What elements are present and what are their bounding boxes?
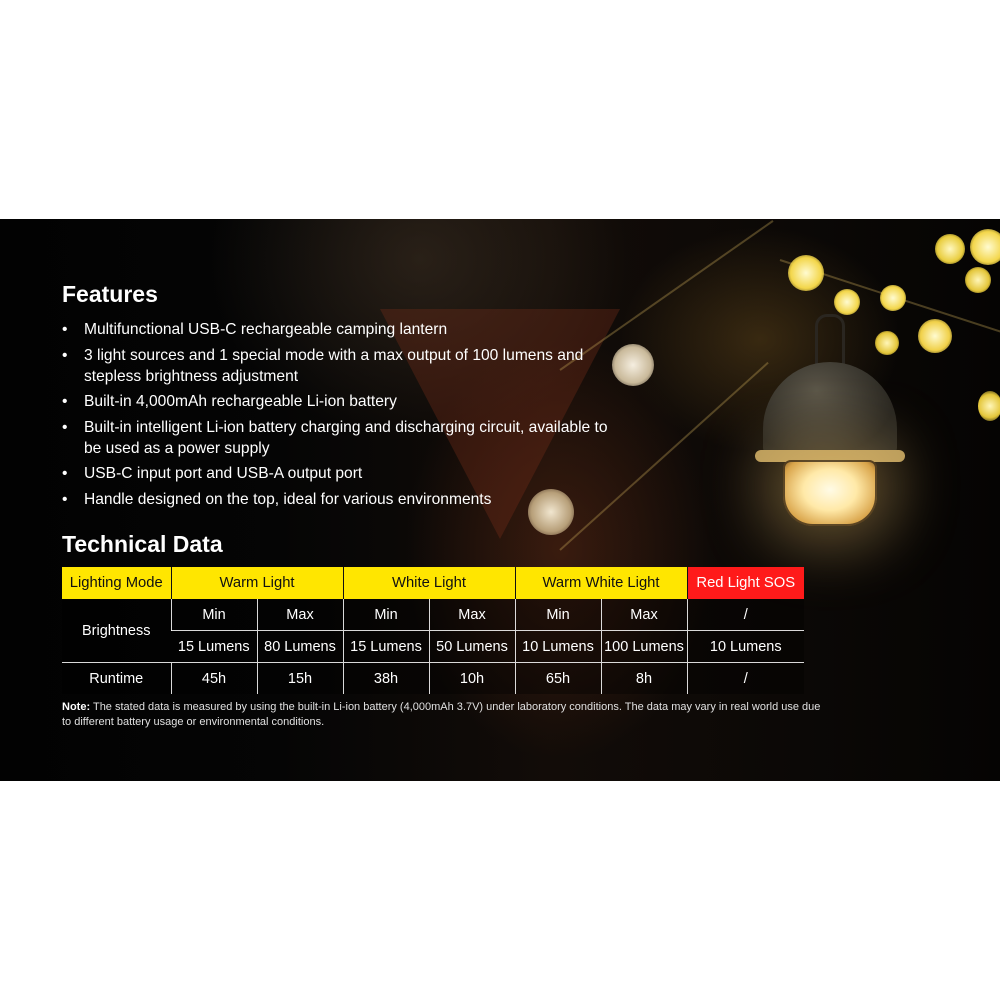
max-label: Max: [601, 599, 687, 631]
header-white-light: White Light: [343, 567, 515, 599]
list-item: • Handle designed on the top, ideal for various environments: [62, 490, 492, 508]
note-text: The stated data is measured by using the built-in Li-ion battery (4,000mAh 3.7V) under laboratory conditions. The data may vary in real world use due to different battery usage or environmental conditions.: [62, 701, 821, 728]
table-row: [62, 663, 804, 695]
min-label: Min: [515, 599, 601, 631]
footnote: [62, 700, 822, 730]
list-item: • Multifunctional USB-C rechargeable camping lantern: [62, 321, 448, 338]
table-row: [62, 599, 804, 631]
bullet-icon: •: [62, 418, 68, 436]
sos-minmax-slash: /: [687, 599, 804, 631]
min-label: Min: [343, 599, 429, 631]
table-header-row: [62, 567, 804, 599]
lantern-image: [755, 314, 905, 544]
product-banner: [0, 219, 1000, 781]
note-label: Note:: [62, 701, 91, 713]
runtime-value: 15h: [257, 663, 343, 695]
lumens-value: 50 Lumens: [429, 631, 515, 663]
bullet-icon: •: [62, 465, 68, 482]
list-item: • 3 light sources and 1 special mode with a max output of 100 lumens and stepless brightness adjustment: [62, 346, 584, 385]
min-label: Min: [171, 599, 257, 631]
header-red-light-sos: Red Light SOS: [687, 567, 804, 599]
max-label: Max: [429, 599, 515, 631]
runtime-label: Runtime: [89, 670, 144, 687]
string-bulb: [834, 289, 860, 315]
string-bulb: [978, 391, 1000, 421]
header-lighting-mode: Lighting Mode: [62, 567, 171, 599]
features-list: [62, 319, 622, 514]
lumens-value: 15 Lumens: [343, 631, 429, 663]
runtime-value: /: [687, 663, 804, 695]
features-title: Features: [62, 281, 158, 307]
technical-data-title: Technical Data: [62, 531, 223, 557]
list-item: • Built-in intelligent Li-ion battery charging and discharging circuit, available to be used as a power supply: [62, 418, 608, 457]
string-bulb: [918, 319, 952, 353]
string-bulb: [965, 267, 991, 293]
bullet-icon: •: [62, 346, 68, 364]
header-warm-white-light: Warm White Light: [515, 567, 687, 599]
lumens-value: 10 Lumens: [687, 631, 804, 663]
runtime-value: 38h: [343, 663, 429, 695]
lumens-value: 80 Lumens: [257, 631, 343, 663]
string-bulb: [788, 255, 824, 291]
brightness-label: Brightness: [62, 599, 171, 663]
list-item: • Built-in 4,000mAh rechargeable Li-ion battery: [62, 393, 397, 410]
runtime-value: 65h: [515, 663, 601, 695]
header-warm-light: Warm Light: [171, 567, 343, 599]
bullet-icon: •: [62, 490, 68, 508]
lumens-value: 15 Lumens: [171, 631, 257, 663]
string-bulb: [935, 234, 965, 264]
string-bulb: [880, 285, 906, 311]
max-label: Max: [257, 599, 343, 631]
lumens-value: 10 Lumens: [515, 631, 601, 663]
runtime-value: 45h: [171, 663, 257, 695]
bullet-icon: •: [62, 321, 68, 338]
runtime-value: 10h: [429, 663, 515, 695]
lantern-cage: [783, 460, 877, 526]
table-row: [62, 631, 804, 663]
technical-data-table: [62, 567, 804, 694]
bullet-icon: •: [62, 393, 68, 410]
string-bulb: [970, 229, 1000, 265]
lumens-value: 100 Lumens: [601, 631, 687, 663]
list-item: • USB-C input port and USB-A output port: [62, 465, 363, 482]
lantern-cap: [763, 362, 897, 457]
runtime-value: 8h: [601, 663, 687, 695]
